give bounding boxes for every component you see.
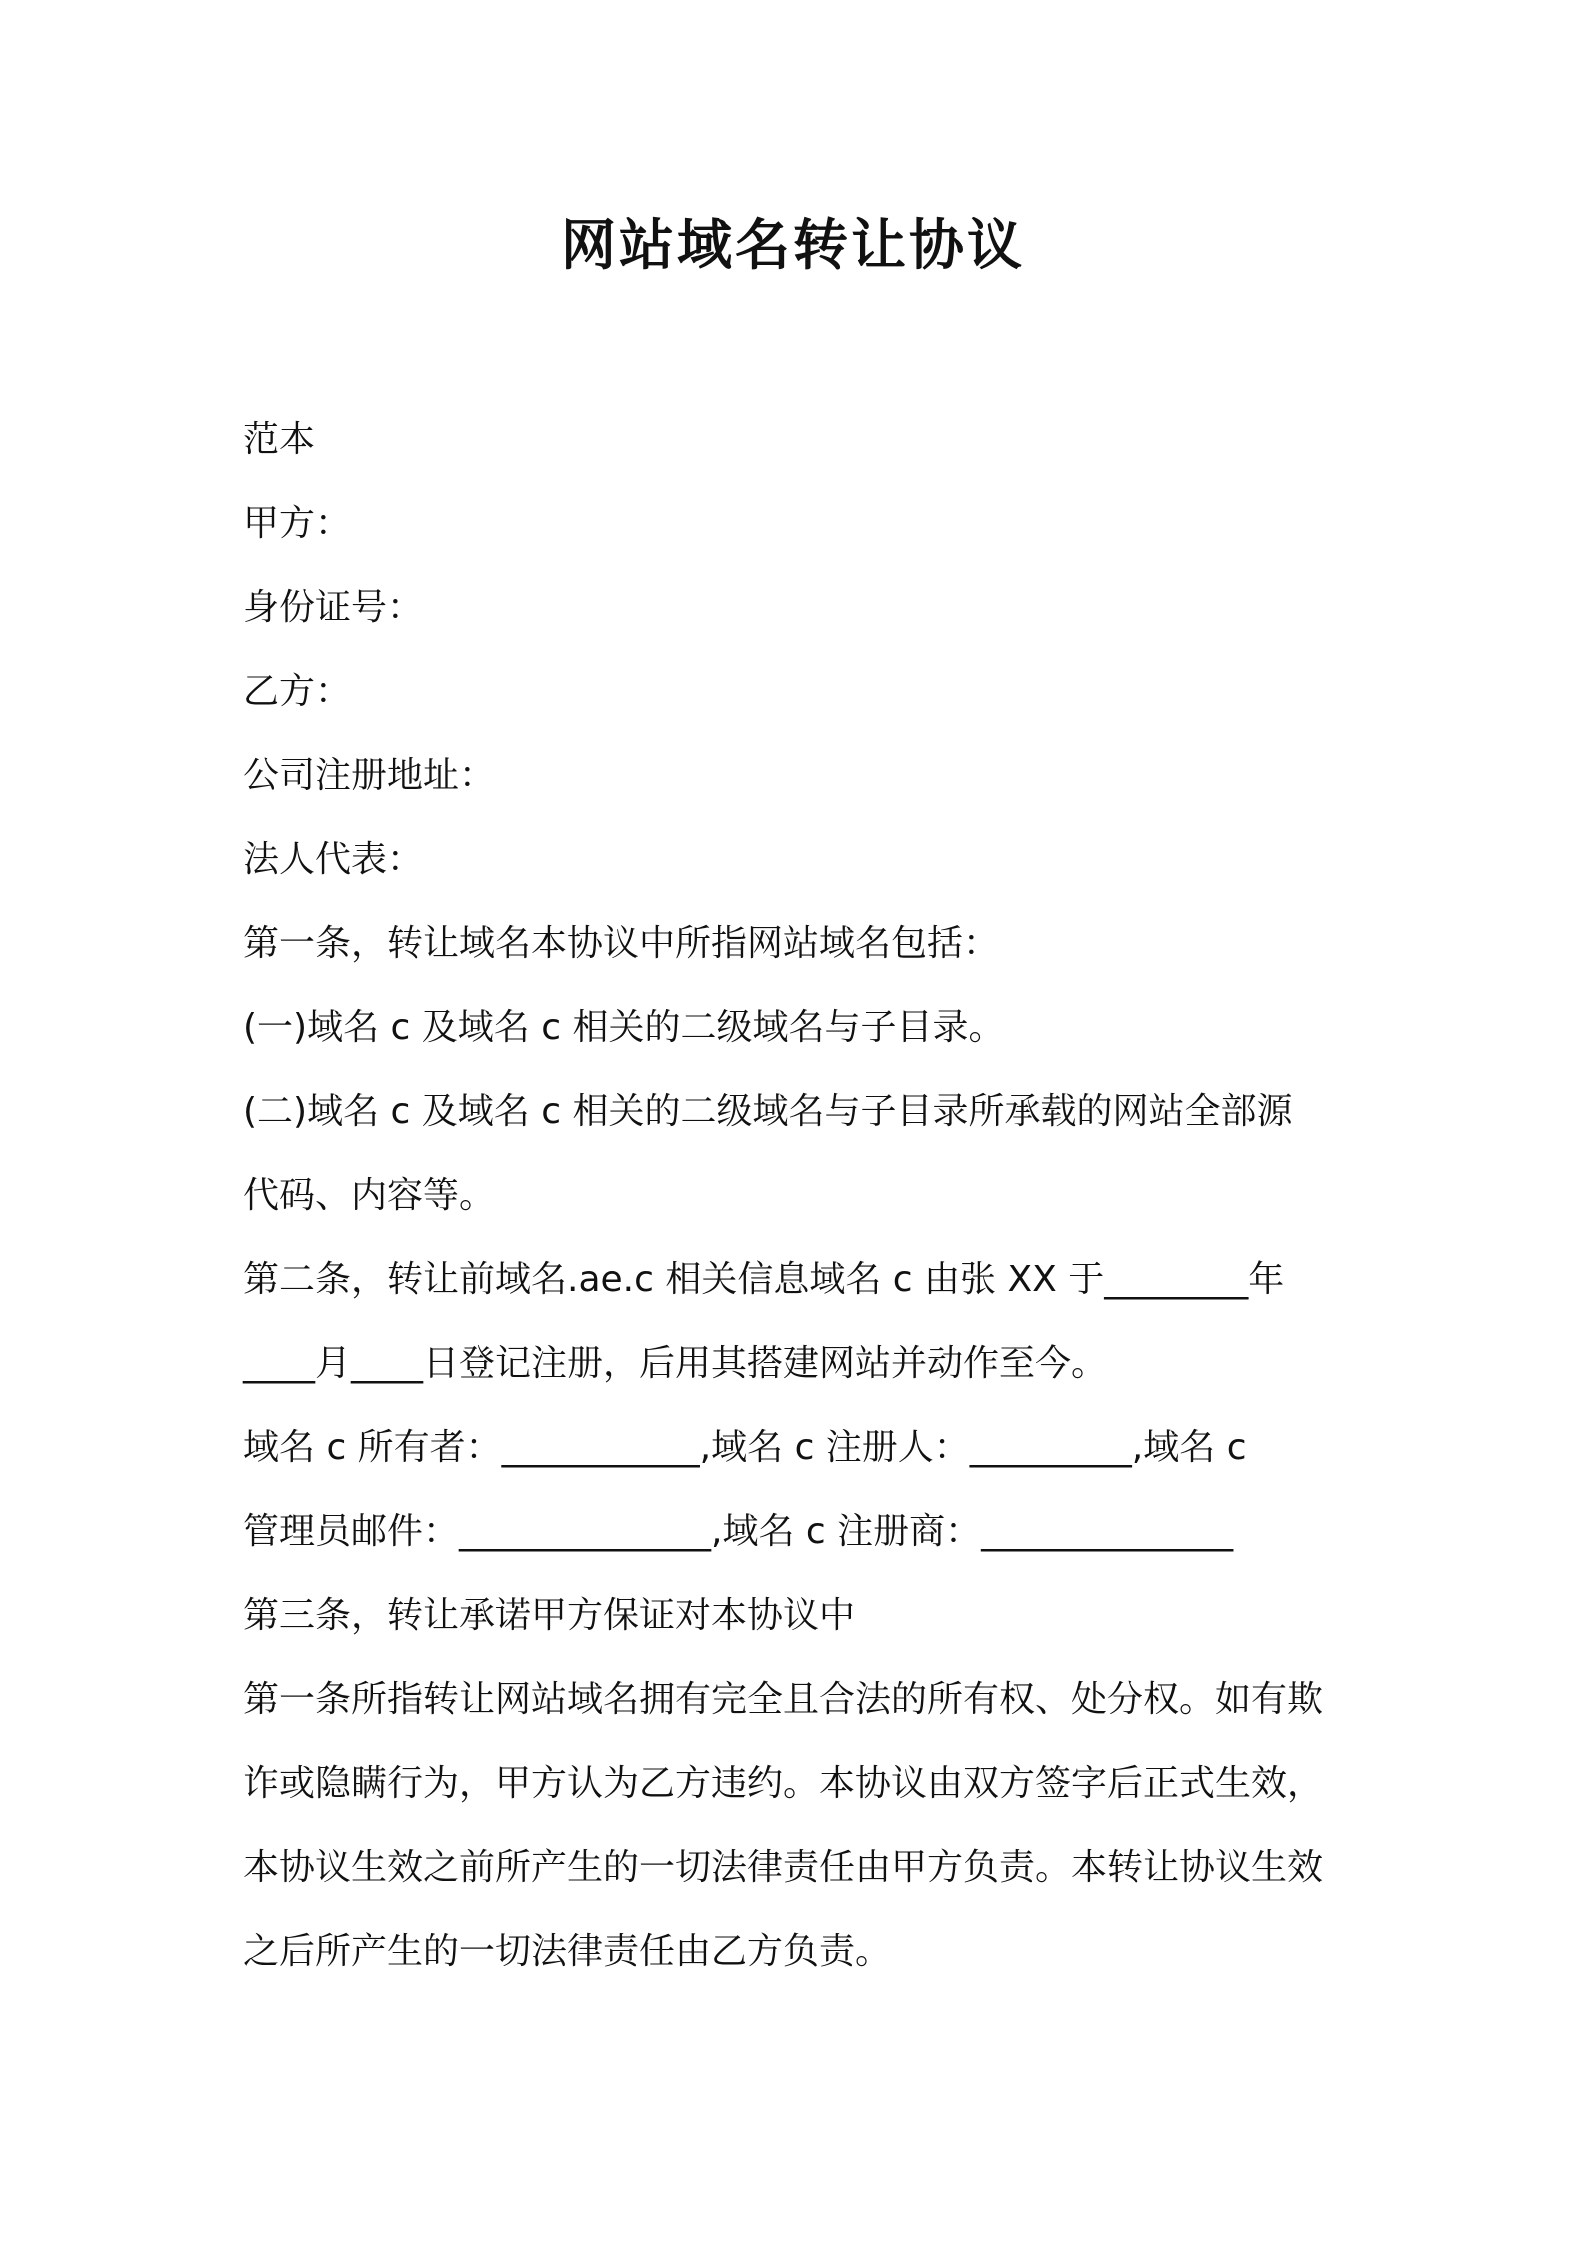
text-line: (一)域名 c 及域名 c 相关的二级域名与子目录。 — [243, 1007, 1005, 1048]
text-line: 身份证号： — [243, 587, 424, 628]
text-line: 第三条，转让承诺甲方保证对本协议中 — [243, 1595, 856, 1636]
text-line: 域名 c 所有者：___________,域名 c 注册人：_________,域名 c — [243, 1427, 1247, 1468]
text-line: 乙方： — [243, 671, 352, 712]
text-line: 第一条，转让域名本协议中所指网站域名包括： — [243, 923, 1000, 964]
text-line: 管理员邮件：______________,域名 c 注册商：______________ — [243, 1511, 1234, 1552]
text-line: 公司注册地址： — [243, 755, 496, 796]
text-line: 第一条所指转让网站域名拥有完全且合法的所有权、处分权。如有欺 — [243, 1679, 1324, 1720]
text-line: (二)域名 c 及域名 c 相关的二级域名与子目录所承载的网站全部源 — [243, 1091, 1293, 1132]
text-line: 诈或隐瞒行为，甲方认为乙方违约。本协议由双方签字后正式生效， — [243, 1763, 1324, 1804]
text-line: 甲方： — [243, 503, 352, 544]
document-title: 网站域名转让协议 — [560, 213, 1025, 277]
text-line: ____月____日登记注册，后用其搭建网站并动作至今。 — [243, 1343, 1108, 1384]
text-line: 之后所产生的一切法律责任由乙方负责。 — [243, 1931, 892, 1972]
text-line: 代码、内容等。 — [243, 1175, 496, 1216]
text-line: 范本 — [243, 419, 316, 460]
text-line: 本协议生效之前所产生的一切法律责任由甲方负责。本转让协议生效 — [243, 1847, 1324, 1888]
text-line: 第二条，转让前域名.ae.c 相关信息域名 c 由张 XX 于________年 — [243, 1259, 1285, 1300]
text-line: 法人代表： — [243, 839, 424, 880]
document-body — [243, 398, 1363, 1994]
